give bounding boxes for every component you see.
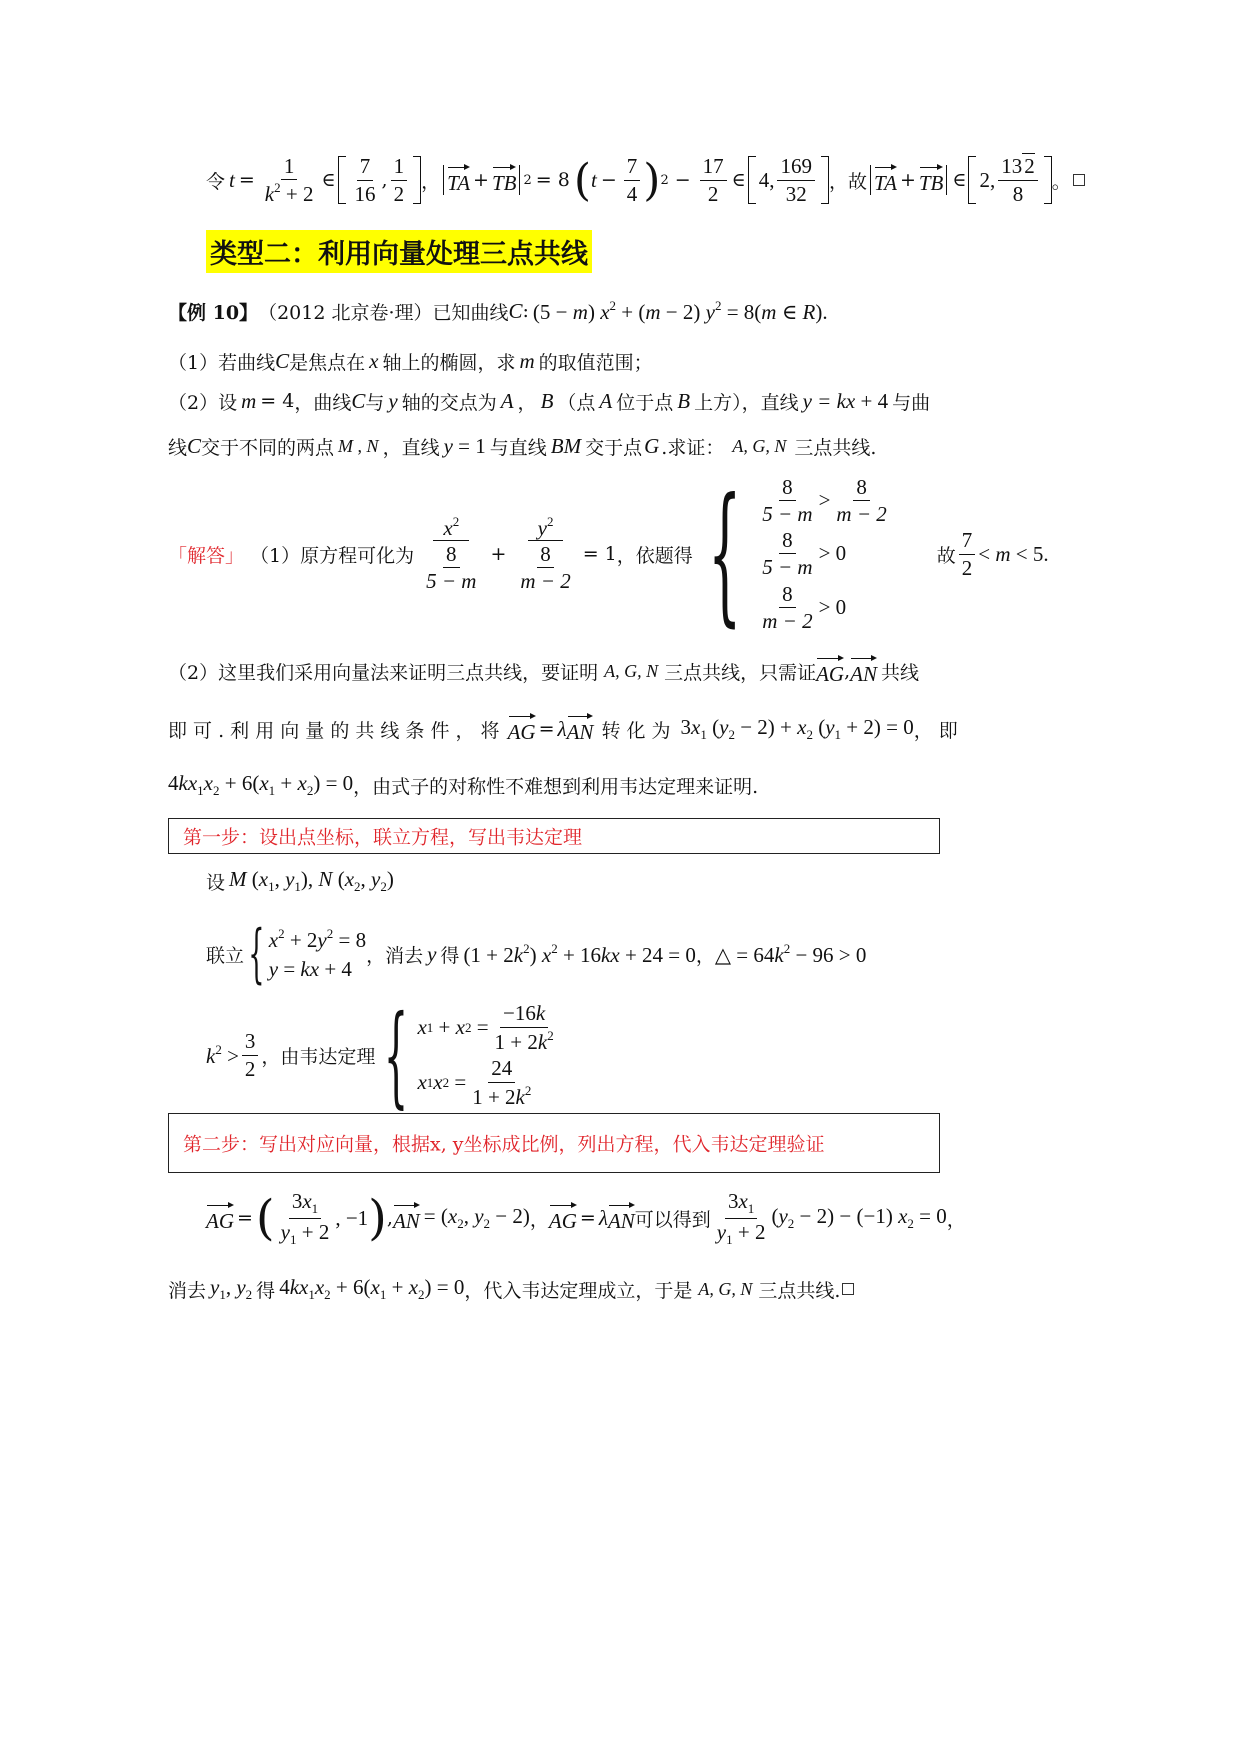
qed-box-icon	[1073, 174, 1085, 186]
example-part2-line1: （2）设 m = 4 ，曲线 C 与 y 轴的交点为 A ， B （点 A 位于点 B 上方），直线 y = kx + 4 与曲	[168, 388, 931, 414]
step2-box: 第二步：写出对应向量，根据x, y坐标成比例，列出方程，代入韦达定理验证	[168, 1113, 940, 1173]
example-part2-line2: 线 C 交于不同的两点 M , N ，直线 y = 1 与直线 BM 交于点 G .求证： A, G, N 三点共线.	[168, 433, 877, 459]
step2-conclusion: 消去 $y_1$, $y_2$ 得 $4kx_1x_2 + 6(x_1 + x_2) = 0$ ，代入韦达定理成立，于是 A, G, N 三点共线.	[168, 1274, 854, 1304]
step1-box: 第一步：设出点坐标，联立方程，写出韦达定理	[168, 818, 940, 854]
qed-box-icon	[842, 1283, 854, 1295]
step1-vieta: $k^2$ > 3 2 ，由韦达定理 { x 1 + x 2 = $\frac{-16k}{1 + 2k^2}$ x 1 x 2 = $\frac{24}{1 + 2k^2}$	[206, 991, 554, 1119]
step1-set-points: 设 M ($x_1$, $y_1$), N ($x_2$, $y_2$)	[206, 867, 394, 894]
line1-gu: ，故	[828, 170, 867, 193]
solution-part2-line2: 即 可 . 利 用 向 量 的 共 线 条 件 ， 将 AG = λ AN 转 化 为 $3x_1$ $(y_2 - 2) + x_2$ $(y_1 + 2) = 0$ ， 即	[168, 715, 958, 744]
example-tag: 【例 10】	[168, 301, 259, 324]
step2-vectors: AG = ( $3x_1$ $y_1 + 2$ , −1 ) , AN = ($x_2$, $y_2 - 2$) ， AG = λ AN 可以得到 $3x_1$ $y_1 + 2$ $(y_2 - 2) - (-1) x_2 = 0$ ，	[206, 1188, 966, 1247]
solution-part2-line1: （2）这里我们采用向量法来证明三点共线，要证明 A, G, N 三点共线，只需证 AG , AN 共线	[168, 656, 919, 686]
solution-label: 「解答」	[168, 544, 245, 567]
solution-part1: 「解答」 （1）原方程可化为 $x^2$ $\frac{8}{5 - m}$ + $\frac{y^2}{\frac{8}{m - 2}}$ = 1 ，依题得 { 8 5 − m > 8 m − 2 8 5 − m > 0 8 m − 2 > 0 故 7 2 < m < 5.	[168, 467, 1049, 641]
example-part1: （1）若曲线 C 是焦点在 x 轴上的椭圆，求 m 的取值范围；	[168, 348, 653, 374]
solution-part2-line3: $4kx_1x_2 + 6(x_1 + x_2) = 0$ ，由式子的对称性不难想到利用韦达定理来证明.	[168, 771, 759, 798]
line-1: 令 t = $\frac{1}{k^2 + 2}$ ∈ 7 16 , 1 2 ， TA + TB 2 = 8 ( t − $\frac{7}{4}$ ) 2 − $\frac{17}{2}$ ∈ 4, 169 32 ，故 TA + TB ∈ 2, 132 8 。	[206, 150, 1085, 210]
section-title: 类型二：利用向量处理三点共线	[206, 230, 592, 273]
line1-end: 。	[1051, 170, 1071, 193]
example-source: （2012 北京卷·理）已知曲线	[258, 301, 509, 324]
step1-system: 联立 { $x^2 + 2y^2 = 8$ y = kx + 4 ，消去 y 得 $(1 + 2k^2)$ $x^2 + 16kx + 24 = 0$ ， △ = $64k^2 - 96 > 0$	[206, 917, 867, 991]
line1-prefix: 令	[206, 170, 226, 193]
example-statement: 【例 10】 （2012 北京卷·理）已知曲线 C : (5 − m) $x^2 + (m - 2) y^2 = 8(m$ ∈ R).	[168, 297, 828, 324]
